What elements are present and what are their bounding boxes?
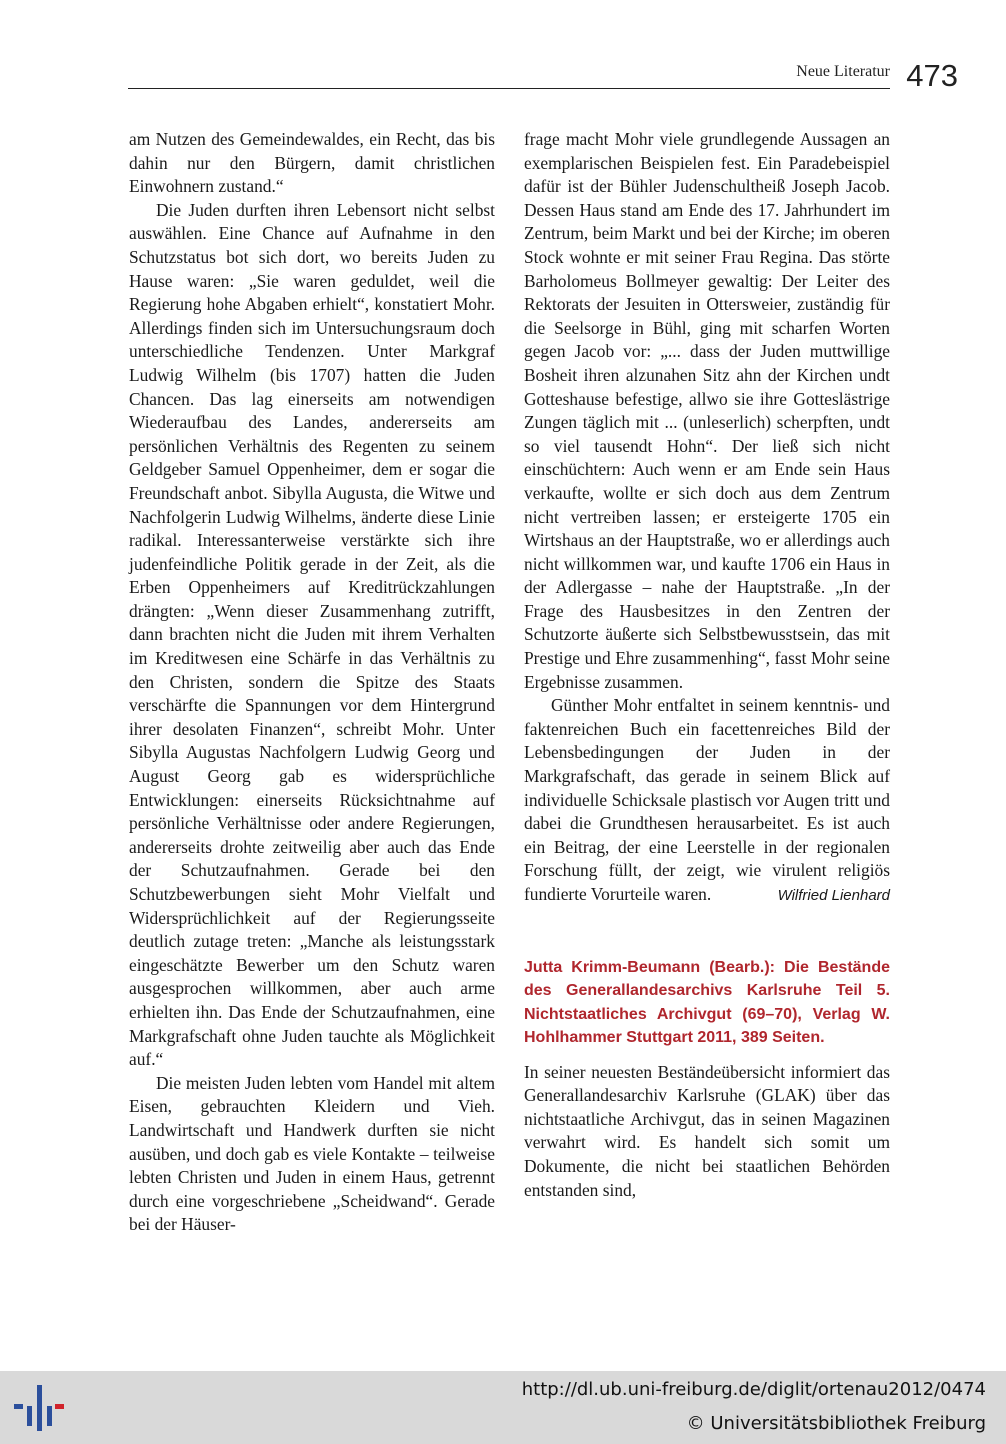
paragraph: am Nutzen des Gemeindewaldes, ein Recht, das bis dahin nur den Bürgern, damit christlichen Einwohnern zustand.“ (129, 129, 495, 197)
paragraph: In seiner neuesten Beständeübersicht informiert das Generallandesarchiv Karlsruhe (GLAK) über das nichtstaatliche Archivgut, das in seinen Magazinen verwahrt wird. Es handelt sich somit um Dokumente, die nicht bei staatlichen Behörden entstanden sind, (524, 1061, 890, 1200)
paragraph: Günther Mohr entfaltet in seinem kenntnis- und faktenreichen Buch ein facettenreiches Bild der Lebensbedingungen der Juden in der Markgrafschaft, das gerade in seinem Blick auf individuelle Schicksale plastisch vor Augen tritt und dabei die Grundthesen herausarbeitet. Es ist auch ein Beitrag, der eine Leerstelle in der regionalen Forschung füllt, der zeigt, wie virulent religiös fundierte Vorurteile waren. (524, 695, 890, 904)
paragraph: frage macht Mohr viele grundlegende Aussagen an exemplarischen Beispielen fest. Ein Paradebeispiel dafür ist der Bühler Judenschultheiß Joseph Jacob. Dessen Haus stand am Ende des 17. Jahrhundert im Zentrum, beim Markt und bei der Kirche; im oberen Stock wohnte er mit seiner Frau Regina. Das störte Barholomeus Bollmeyer gewaltig: Der Leiter des Rektorats der Jesuiten in Ottersweier, zuständig für die Seelsorge in Bühl, ging mit scharfen Worten gegen Jacob vor: „... dass der Juden muttwillige Bosheit ihren alzunahen Sitz ahn der Kirchen undt Gotteshause befestige, allwo sie ihre Gotteslästrige Zungen täglich mit ... (unleserlich) scherpften, undt so viel tausendt Hohn“. Der ließ sich nicht einschüchtern: Auch wenn er am Ende sein Haus verkaufte, wollte er sich doch aus dem Zentrum nicht vertreiben lassen; er ersteigerte 1705 ein Wirtshaus an der Hauptstraße, wo er allerdings auch nicht willkommen war, und kaufte 1706 ein Haus in der Adlergasse – nahe der Hauptstraße. „In der Frage des Hausbesitzes in den Zentren der Schutzorte äußerte sich Selbstbewusstsein, das mit Prestige und Ehre zusammenhing“, fasst Mohr seine Ergebnisse zusammen. (524, 129, 890, 692)
footer-bar (0, 1371, 1006, 1444)
footer-url-link[interactable]: http://dl.ub.uni-freiburg.de/diglit/ortenau2012/0474 (521, 1379, 986, 1400)
footer-copyright: © Universitätsbibliothek Freiburg (686, 1413, 986, 1434)
ub-freiburg-logo-icon (14, 1383, 64, 1433)
paragraph: Die Juden durften ihren Lebensort nicht selbst auswählen. Eine Chance auf Aufnahme in den Schutzstatus bot sich dort, wo bereits Juden zu Hause waren: „Sie waren geduldet, weil die Regierung hohe Abgaben erhielt“, konstatiert Mohr. Allerdings finden sich im Untersuchungsraum doch unterschiedliche Tendenzen. Unter Markgraf Ludwig Wilhelm (bis 1707) hatten die Juden Chancen. Das lag einerseits am notwendigen Wiederaufbau des Landes, andererseits am persönlichen Verhältnis des Regenten zu seinem Geldgeber Samuel Oppenheimer, dem er sogar die Freundschaft anbot. Sibylla Augusta, die Witwe und Nachfolgerin Ludwig Wilhelms, änderte diese Linie radikal. Interessanterweise verstärkte sich ihre judenfeindliche Politik gerade in der Zeit, als die Erben Oppenheimers auf Kreditrückzahlungen drängten: „Wenn dieser Zusammenhang zutrifft, dann brachten nicht die Juden mit ihrem Verhalten im Kreditwesen eine Schärfe in das Verhältnis zu den Christen, sondern die Spitze des Staats verschärfte die Spannungen vor dem Hintergrund ihrer desolaten Finanzen“, schreibt Mohr. Unter Sibylla Augustas Nachfolgern Ludwig Georg und August Georg gab es widersprüchliche Entwicklungen: einerseits Rücksichtnahme auf persönliche Verhältnisse oder andere Regierungen, andererseits drohte zeitweilig aber auch das Ende der Schutzaufnahmen. Gerade bei den Schutzbewerbungen sieht Mohr Vielfalt und Widersprüchlichkeit auf der Regierungsseite deutlich zutage treten: „Manche als leistungsstark eingeschätzte Bewerber um den Schutz waren ausgesprochen willkommen, aber auch arme erhielten ihn. Das Ende der Schutzaufnahmen, eine Markgrafschaft ohne Juden tauchte als Möglichkeit auf.“ (129, 199, 495, 1070)
header-rule (128, 88, 890, 89)
review-author: Wilfried Lienhard (777, 886, 890, 904)
left-column (129, 128, 495, 1237)
paragraph: Die meisten Juden lebten vom Handel mit altem Eisen, gebrauchten Kleidern und Vieh. Landwirtschaft und Handwerk durften sie nicht ausüben, und doch gab es viele Kontakte – teilweise lebten Christen und Juden in einem Haus, getrennt durch eine vorgeschriebene „Scheidwand“. Gerade bei der Häuser- (129, 1072, 495, 1235)
running-head: Neue Literatur (796, 63, 890, 80)
right-column (524, 128, 890, 1202)
page-number: 473 (906, 58, 958, 93)
review-heading: Jutta Krimm-Beumann (Bearb.): Die Bestände des Generallandesarchivs Karlsruhe Teil 5. Nichtstaatliches Archivgut (69–70), Verlag W. Hohlhammer Stuttgart 2011, 389 Seiten. (524, 958, 890, 1047)
